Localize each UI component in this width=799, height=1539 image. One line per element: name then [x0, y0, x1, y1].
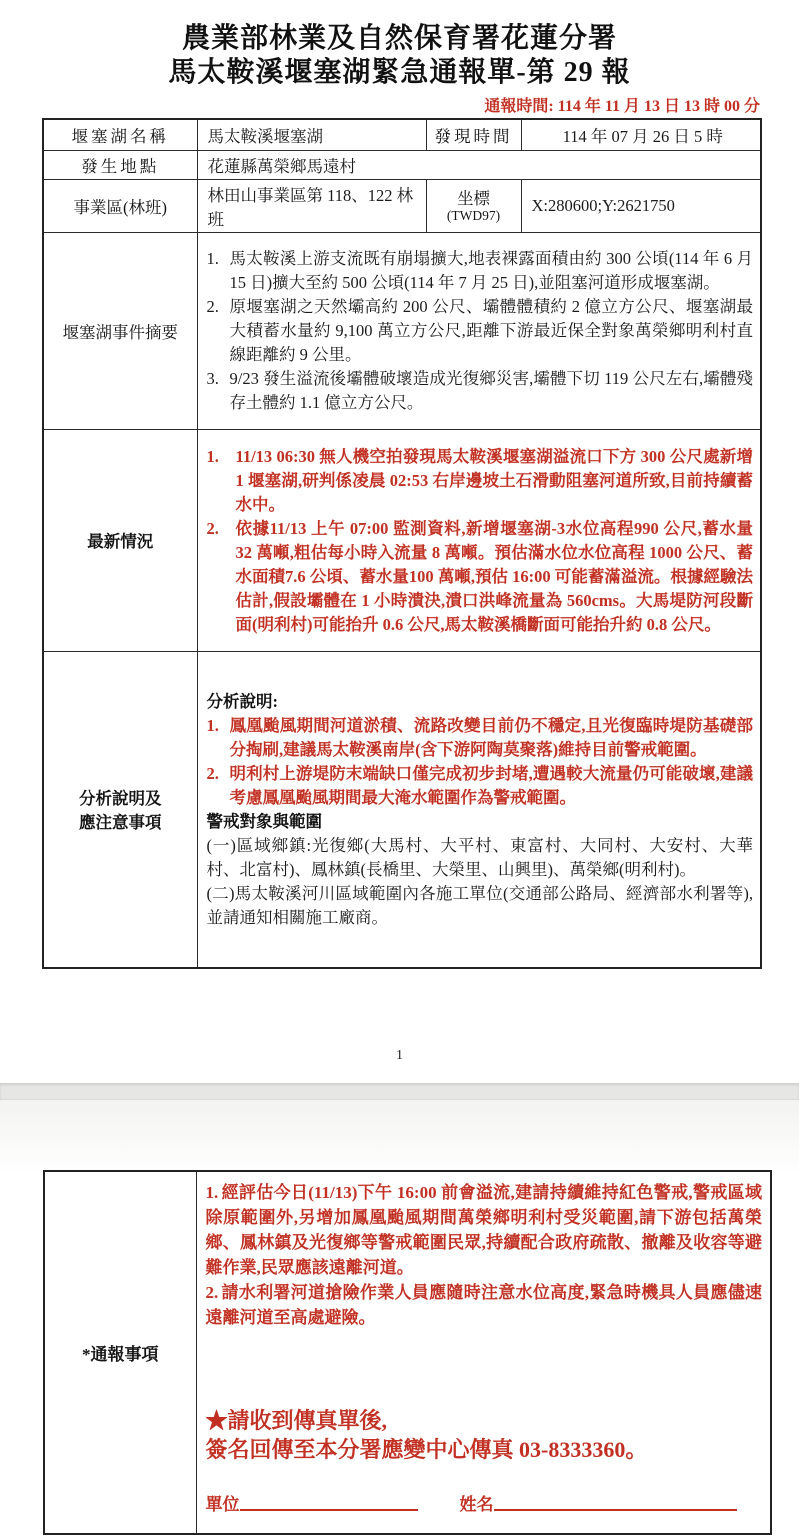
page-separator: [0, 1083, 799, 1100]
info-table: [42, 118, 762, 969]
table-row: [44, 1171, 771, 1534]
item-number: 1.: [206, 249, 219, 268]
report-time: 通報時間: 114 年 11 月 13 日 13 時 00 分: [484, 98, 760, 115]
item-number: 2.: [206, 763, 219, 783]
table-row: [43, 179, 761, 232]
unit-blank-line: [240, 1508, 418, 1511]
coord-label-line1: 坐標: [457, 188, 490, 208]
doc-title: [0, 0, 799, 90]
item-number: 3.: [206, 369, 219, 388]
table-row: [43, 429, 761, 651]
district-value: 林田山事業區第 118、122 林班: [197, 179, 426, 232]
coord-label: [426, 179, 521, 232]
item-text: 鳳凰颱風期間河道淤積、流路改變目前仍不穩定,且光復臨時堤防基礎部分掏刷,建議馬太鞍溪南岸(含下游阿陶莫聚落)維持目前警戒範圍。: [229, 715, 753, 759]
lake-name-value: 馬太鞍溪堰塞湖: [197, 119, 426, 150]
fax-line1: ★請收到傳真單後,: [205, 1408, 388, 1433]
coord-value: X:280600;Y:2621750: [521, 179, 761, 232]
district-label: 事業區(林班): [43, 179, 197, 232]
item-number: 1.: [205, 1183, 219, 1202]
alert-scope-heading: 警戒對象與範圍: [206, 811, 322, 831]
list-item: [207, 295, 754, 367]
list-item: [207, 445, 754, 517]
latest-label: 最新情況: [43, 429, 197, 651]
item-text: 明利村上游堤防末端缺口僅完成初步封堵,遭遇較大流量仍可能破壞,建議考慮鳳凰颱風期間最大淹水範圍作為警戒範圍。: [229, 763, 753, 807]
doc-title-line1: 農業部林業及自然保育署花蓮分署: [181, 23, 617, 54]
fax-instructions: [206, 1406, 763, 1464]
item-text: 馬太鞍溪上游支流既有崩塌擴大,地表裸露面積由約 300 公頃(114 年 6 月 15 日)擴大至約 500 公頃(114 年 7 月 25 日),並阻塞河道形成堰塞湖。: [229, 249, 753, 292]
analysis-heading: 分析說明:: [206, 691, 278, 711]
lake-name-label: 堰塞湖名稱: [43, 119, 197, 150]
alert-scope-paragraph: (二)馬太鞍溪河川區域範圍內各施工單位(交通部公路局、經濟部水利署等),並請通知相關施工廠商。: [206, 883, 753, 927]
list-item: [206, 1280, 763, 1330]
table-row: [43, 232, 761, 429]
name-blank-line: [494, 1508, 737, 1511]
item-text: 11/13 06:30 無人機空拍發現馬太鞍溪堰塞湖溢流口下方 300 公尺處新增 1 堰塞湖,研判係凌晨 02:53 右岸邊坡土石滑動阻塞河道所致,目前持續蓄水中。: [235, 446, 753, 514]
list-item: [207, 517, 754, 637]
item-number: 2.: [206, 518, 219, 538]
item-text: 9/23 發生溢流後壩體破壞造成光復鄉災害,壩體下切 119 公尺左右,壩體殘存土體約 1.1 億立方公尺。: [229, 369, 753, 412]
page-number: 1: [396, 1048, 403, 1063]
list-item: [206, 1180, 763, 1280]
notify-label: *通報事項: [44, 1171, 196, 1534]
summary-content: [197, 232, 761, 429]
item-number: 1.: [206, 715, 219, 735]
list-item: [207, 762, 754, 810]
analysis-content: [197, 651, 761, 968]
found-time-value: 114 年 07 月 26 日 5 時: [521, 119, 761, 150]
notify-table: [43, 1170, 772, 1535]
item-number: 1.: [206, 446, 219, 466]
fax-line2: 簽名回傳至本分署應變中心傳真 03-8333360。: [205, 1437, 648, 1462]
signature-line: [206, 1490, 763, 1515]
location-value: 花蓮縣萬榮鄉馬遠村: [197, 150, 761, 179]
unit-label: 單位: [205, 1495, 240, 1514]
page-2: [0, 1100, 799, 1539]
table-row: [43, 651, 761, 968]
coord-label-line2: (TWD97): [446, 207, 501, 223]
table-row: [43, 150, 761, 179]
list-item: [207, 247, 754, 295]
item-text: 經評估今日(11/13)下午 16:00 前會溢流,建請持續維持紅色警戒,警戒區域除原範圍外,另增加鳳凰颱風期間萬榮鄉明利村受災範圍,請下游包括萬榮鄉、鳳林鎮及光復鄉等警戒範圍民眾,持續配合政府疏散、撤離及收容等避難作業,民眾應該遠離河道。: [205, 1183, 762, 1277]
list-item: [207, 714, 754, 762]
doc-title-line2: 馬太鞍溪堰塞湖緊急通報單-第 29 報: [168, 57, 631, 88]
found-time-label: 發現時間: [426, 119, 521, 150]
item-text: 原堰塞湖之天然壩高約 200 公尺、壩體體積約 2 億立方公尺、堰塞湖最大積蓄水量約 9,100 萬立方公尺,距離下游最近保全對象萬榮鄉明利村直線距離約 9 公里。: [229, 297, 753, 364]
item-text: 依據11/13 上午 07:00 監測資料,新增堰塞湖-3水位高程990 公尺,蓄水量 32 萬噸,粗估每小時入流量 8 萬噸。預估滿水位水位高程 1000 公尺、蓄水面積7.6 公頃、蓄水量100 萬噸,預估 16:00 可能蓄滿溢流。根據經驗法估計,假設壩體在 1 小時潰決,潰口洪峰流量為 560cms。大馬堤防河段斷面(明利村)可能抬升 0.6 公尺,馬太鞍溪橋斷面可能抬升約 0.8 公尺。: [235, 518, 753, 634]
table-row: [43, 119, 761, 150]
item-number: 2.: [205, 1283, 219, 1302]
item-text: 請水利署河道搶險作業人員應隨時注意水位高度,緊急時機具人員應儘速遠離河道至高處避險。: [205, 1283, 762, 1327]
notify-content: [196, 1171, 771, 1534]
alert-scope-paragraph: (一)區域鄉鎮:光復鄉(大馬村、大平村、東富村、大同村、大安村、大華村、北富村)、鳳林鎮(長橋里、大榮里、山興里)、萬榮鄉(明利村)。: [206, 835, 753, 879]
latest-content: [197, 429, 761, 651]
item-number: 2.: [206, 297, 219, 316]
list-item: [207, 367, 754, 415]
analysis-label-line2: 應注意事項: [79, 813, 162, 833]
location-label: 發生地點: [43, 150, 197, 179]
analysis-label: [43, 651, 197, 968]
summary-label: 堰塞湖事件摘要: [43, 232, 197, 429]
name-label: 姓名: [459, 1495, 494, 1514]
analysis-label-line1: 分析說明及: [79, 789, 162, 809]
